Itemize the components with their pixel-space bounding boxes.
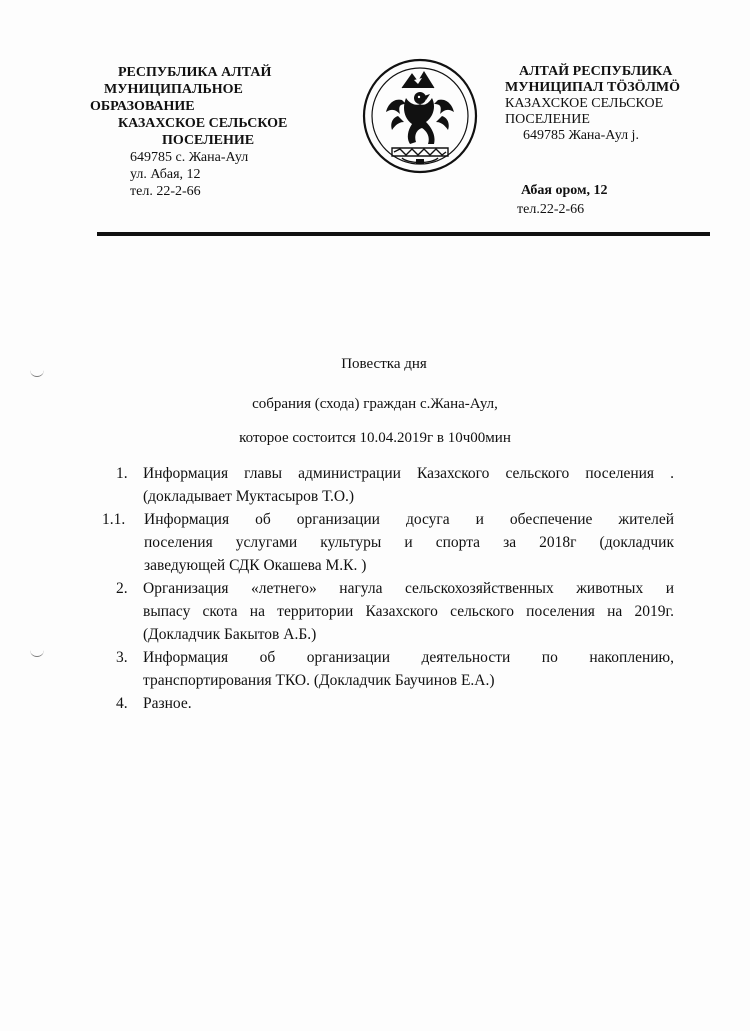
agenda-item-number: 1.	[116, 465, 128, 482]
agenda-title: Повестка дня	[341, 356, 427, 372]
header-left-line-2: МУНИЦИПАЛЬНОЕ	[104, 82, 243, 97]
agenda-item	[102, 508, 674, 577]
agenda-item-text: (Докладчик Бакытов А.Б.)	[143, 626, 317, 643]
header-left-phone: тел. 22-2-66	[130, 184, 201, 199]
agenda-item-text: (докладывает Муктасыров Т.О.)	[143, 488, 355, 505]
agenda-item-number: 2.	[116, 580, 128, 597]
header-divider	[97, 232, 710, 236]
agenda-item	[116, 692, 674, 715]
punch-hole-mark	[30, 648, 44, 657]
header-left	[90, 64, 330, 200]
header-right-line-4: ПОСЕЛЕНИЕ	[505, 112, 590, 127]
agenda-item-text: заведующей СДК Окашева М.К. )	[144, 557, 367, 574]
agenda-item-text: Информация об организации деятельности по накоплению,	[143, 649, 674, 666]
coat-of-arms-icon	[362, 58, 478, 174]
agenda-item-number: 3.	[116, 649, 128, 666]
header-left-line-4: КАЗАХСКОЕ СЕЛЬСКОЕ	[118, 116, 288, 131]
agenda-item-text: Информация главы администрации Казахского сельского поселения .	[143, 465, 674, 482]
header-right-contacts	[518, 181, 608, 219]
header-left-line-5: ПОСЕЛЕНИЕ	[162, 133, 255, 148]
agenda-subtitle: собрания (схода) граждан с.Жана-Аул,	[252, 396, 498, 412]
header-right-address-2: Абая ором, 12	[521, 183, 608, 198]
agenda-item-number: 4.	[116, 695, 128, 712]
header-left-address-2: ул. Абая, 12	[130, 167, 201, 182]
agenda-item-number: 1.1.	[102, 511, 126, 528]
header-left-line-3: ОБРАЗОВАНИЕ	[90, 99, 195, 114]
agenda-item-text: транспортирования ТКО. (Докладчик Баучинов Е.А.)	[143, 672, 495, 689]
header-left-line-1: РЕСПУБЛИКА АЛТАЙ	[118, 65, 272, 80]
agenda-item-text: Организация «летнего» нагула сельскохозяйственных животных и	[143, 580, 674, 597]
agenda-item	[116, 462, 674, 508]
header-right-phone: тел.22-2-66	[517, 202, 585, 217]
header-left-address-1: 649785 с. Жана-Аул	[130, 150, 249, 165]
agenda-item-text: Информация об организации досуга и обеспечение жителей	[144, 511, 674, 528]
header-right-address-1: 649785 Жана-Аул ј.	[523, 128, 639, 143]
agenda-item	[116, 646, 674, 692]
agenda-item-text: Разное.	[143, 695, 192, 712]
agenda-item-text: поселения услугами культуры и спорта за 2018г (докладчик	[144, 534, 674, 551]
header-right-line-2: МУНИЦИПАЛ ТӦЗӦЛМӦ	[505, 80, 681, 95]
agenda-item	[116, 577, 674, 646]
header-right	[505, 64, 735, 144]
agenda-item-text: выпасу скота на территории Казахского сельского поселения на 2019г.	[143, 603, 674, 620]
agenda-date-time: которое состоится 10.04.2019г в 10ч00мин	[239, 430, 511, 446]
header-right-line-3: КАЗАХСКОЕ СЕЛЬСКОЕ	[505, 96, 664, 111]
header-right-line-1: АЛТАЙ РЕСПУБЛИКА	[519, 64, 673, 79]
agenda-list	[102, 462, 674, 715]
